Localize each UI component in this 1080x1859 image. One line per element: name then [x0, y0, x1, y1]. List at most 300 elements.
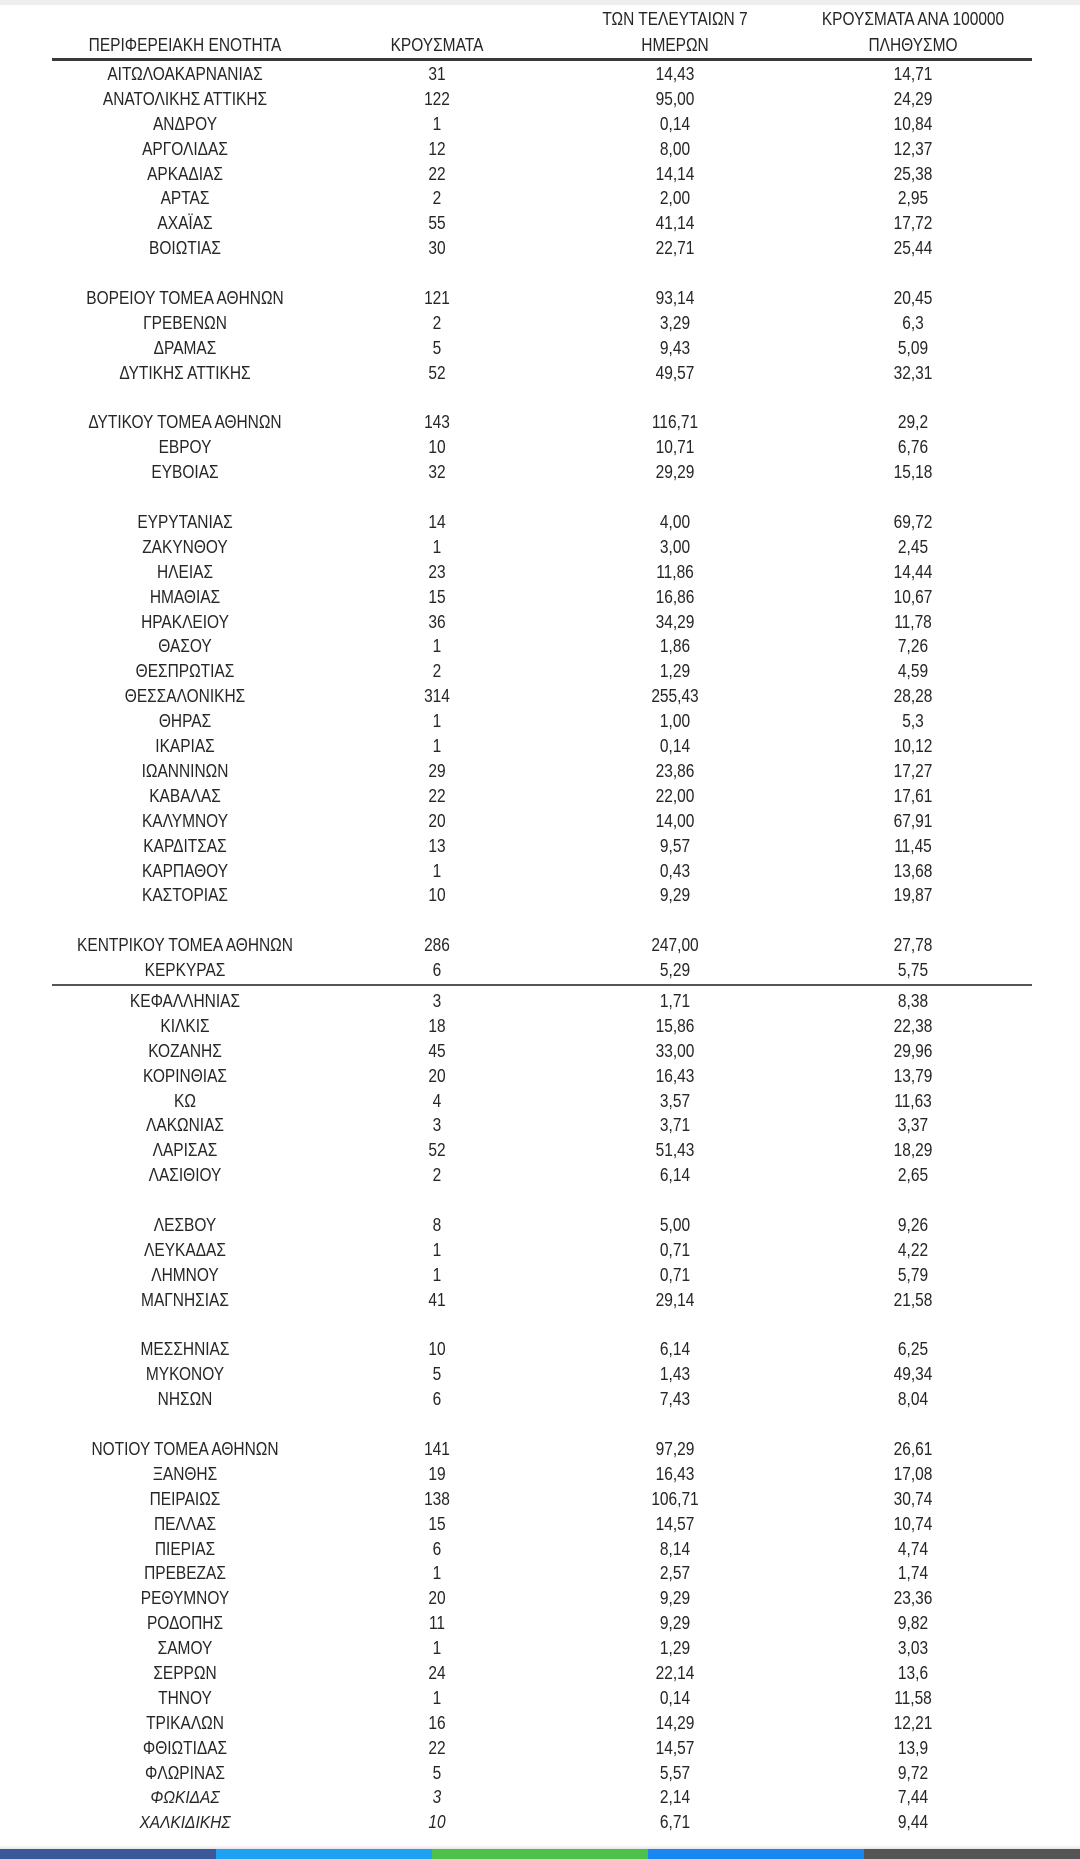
cases-per-100k: 11,78 — [894, 611, 932, 632]
cases-per-100k: 5,09 — [897, 337, 929, 358]
table-row — [0, 958, 1080, 983]
cases-per-100k: 15,18 — [893, 462, 933, 483]
table-row — [0, 883, 1080, 908]
cases-count: 15 — [428, 586, 446, 607]
avg-7-days: 0,14 — [659, 1687, 691, 1708]
cases-per-100k: 5,75 — [897, 960, 929, 981]
cases-count: 5 — [432, 1364, 442, 1385]
header-region: ΠΕΡΙΦΕΡΕΙΑΚΗ ΕΝΟΤΗΤΑ — [88, 35, 282, 55]
region-name: ΚΑΒΑΛΑΣ — [149, 785, 221, 806]
table-row — [0, 1810, 1080, 1835]
table-row — [0, 989, 1080, 1014]
cases-per-100k: 30,74 — [893, 1488, 933, 1509]
cases-count: 15 — [428, 1513, 446, 1534]
cases-count: 1 — [432, 1264, 442, 1285]
table-row — [0, 1064, 1080, 1089]
avg-7-days: 9,29 — [659, 1613, 691, 1634]
cases-per-100k: 69,72 — [893, 512, 933, 533]
whatsapp-share-button[interactable] — [432, 1849, 648, 1859]
cases-per-100k: 10,84 — [893, 113, 933, 134]
table-row — [0, 684, 1080, 709]
cases-per-100k: 29,96 — [893, 1040, 933, 1061]
avg-7-days: 4,00 — [659, 512, 691, 533]
avg-7-days: 14,00 — [655, 810, 695, 831]
region-name: ΚΕΦΑΛΛΗΝΙΑΣ — [129, 990, 241, 1011]
table-row — [0, 1387, 1080, 1412]
avg-7-days: 255,43 — [651, 686, 699, 707]
cases-count: 1 — [432, 113, 442, 134]
avg-7-days: 2,14 — [659, 1787, 691, 1808]
region-name: ΗΛΕΙΑΣ — [156, 561, 214, 582]
cases-count: 8 — [432, 1214, 442, 1235]
region-name: ΔΡΑΜΑΣ — [153, 337, 217, 358]
table-row — [0, 834, 1080, 859]
cases-per-100k: 17,72 — [893, 213, 933, 234]
table-row — [0, 1512, 1080, 1537]
table-row — [0, 336, 1080, 361]
spacer-row — [0, 261, 1080, 286]
region-name: ΠΙΕΡΙΑΣ — [154, 1538, 216, 1559]
table-row — [0, 1586, 1080, 1611]
region-name: ΚΑΣΤΟΡΙΑΣ — [142, 885, 228, 906]
avg-7-days: 1,29 — [659, 661, 691, 682]
cases-table-body — [0, 62, 1080, 1835]
avg-7-days: 3,71 — [659, 1115, 691, 1136]
cases-per-100k: 13,68 — [893, 860, 933, 881]
table-row — [0, 1537, 1080, 1562]
avg-7-days: 14,43 — [655, 64, 695, 84]
cases-count: 5 — [432, 1762, 442, 1783]
cases-count: 30 — [428, 238, 446, 259]
region-name: ΕΒΡΟΥ — [158, 437, 212, 458]
cases-count: 2 — [432, 1165, 442, 1186]
avg-7-days: 6,14 — [659, 1339, 691, 1360]
avg-7-days: 5,29 — [659, 960, 691, 981]
spacer-row — [0, 386, 1080, 411]
cases-per-100k: 24,29 — [893, 88, 933, 109]
cases-per-100k: 14,71 — [893, 64, 933, 84]
cases-count: 19 — [428, 1463, 446, 1484]
avg-7-days: 10,71 — [655, 437, 695, 458]
table-row — [0, 933, 1080, 958]
avg-7-days: 23,86 — [655, 760, 695, 781]
avg-7-days: 5,57 — [659, 1762, 691, 1783]
table-row — [0, 1014, 1080, 1039]
avg-7-days: 8,00 — [659, 138, 691, 159]
region-name: ΛΕΥΚΑΔΑΣ — [144, 1239, 226, 1260]
avg-7-days: 0,14 — [659, 113, 691, 134]
cases-count: 52 — [428, 1140, 446, 1161]
cases-per-100k: 22,38 — [893, 1015, 933, 1036]
table-row — [0, 1711, 1080, 1736]
avg-7-days: 247,00 — [651, 935, 699, 956]
cases-count: 1 — [432, 636, 442, 657]
cases-count: 286 — [424, 935, 450, 956]
cases-count: 20 — [428, 810, 446, 831]
avg-7-days: 6,71 — [659, 1812, 691, 1833]
table-row — [0, 659, 1080, 684]
region-name: ΑΝΔΡΟΥ — [152, 113, 218, 134]
region-name: ΜΑΓΝΗΣΙΑΣ — [141, 1289, 229, 1310]
region-name: ΙΚΑΡΙΑΣ — [155, 736, 215, 757]
cases-count: 52 — [428, 362, 446, 383]
region-name: ΡΟΔΟΠΗΣ — [146, 1613, 224, 1634]
cases-per-100k: 18,29 — [893, 1140, 933, 1161]
region-name: ΑΝΑΤΟΛΙΚΗΣ ΑΤΤΙΚΗΣ — [102, 88, 268, 109]
cases-count: 1 — [432, 1638, 442, 1659]
region-name: ΘΕΣΠΡΩΤΙΑΣ — [135, 661, 235, 682]
cases-count: 16 — [428, 1712, 446, 1733]
avg-7-days: 7,43 — [659, 1389, 691, 1410]
avg-7-days: 33,00 — [655, 1040, 695, 1061]
table-row — [0, 1785, 1080, 1810]
table-row — [0, 286, 1080, 311]
cases-count: 18 — [428, 1015, 446, 1036]
cases-count: 55 — [428, 213, 446, 234]
cases-per-100k: 8,38 — [897, 990, 929, 1011]
section-divider — [52, 984, 1032, 986]
cases-per-100k: 49,34 — [893, 1364, 933, 1385]
cases-per-100k: 9,44 — [897, 1812, 929, 1833]
table-row — [0, 1736, 1080, 1761]
cases-per-100k: 32,31 — [893, 362, 933, 383]
table-row — [0, 236, 1080, 261]
region-name: ΒΟΙΩΤΙΑΣ — [149, 238, 221, 259]
cases-per-100k: 11,45 — [894, 835, 932, 856]
avg-7-days: 0,14 — [659, 736, 691, 757]
cases-count: 10 — [428, 1339, 446, 1360]
table-row — [0, 1288, 1080, 1313]
table-row — [0, 759, 1080, 784]
region-name: ΒΟΡΕΙΟΥ ΤΟΜΕΑ ΑΘΗΝΩΝ — [86, 288, 284, 309]
avg-7-days: 97,29 — [655, 1438, 695, 1459]
avg-7-days: 41,14 — [655, 213, 695, 234]
region-name: ΦΘΙΩΤΙΔΑΣ — [142, 1737, 228, 1758]
cases-count: 45 — [428, 1040, 446, 1061]
cases-count: 20 — [428, 1588, 446, 1609]
cases-per-100k: 9,72 — [897, 1762, 929, 1783]
cases-count: 12 — [428, 138, 446, 159]
avg-7-days: 9,29 — [659, 1588, 691, 1609]
cases-per-100k: 9,82 — [897, 1613, 929, 1634]
twitter-share-button[interactable] — [216, 1849, 432, 1859]
avg-7-days: 49,57 — [655, 362, 695, 383]
avg-7-days: 0,43 — [659, 860, 691, 881]
cases-count: 22 — [428, 785, 446, 806]
cases-per-100k: 2,95 — [897, 188, 929, 209]
avg-7-days: 93,14 — [655, 288, 695, 309]
cases-per-100k: 5,79 — [897, 1264, 929, 1285]
facebook-share-button[interactable] — [0, 1849, 216, 1859]
cases-per-100k: 8,04 — [897, 1389, 929, 1410]
region-name: ΡΕΘΥΜΝΟΥ — [140, 1588, 230, 1609]
cases-per-100k: 28,28 — [893, 686, 933, 707]
avg-7-days: 1,29 — [659, 1638, 691, 1659]
cases-count: 1 — [432, 860, 442, 881]
region-name: ΑΡΓΟΛΙΔΑΣ — [142, 138, 228, 159]
table-row — [0, 211, 1080, 236]
cases-per-100k: 11,63 — [894, 1090, 932, 1111]
header-avg7-line1: ΤΩΝ ΤΕΛΕΥΤΑΙΩΝ 7 — [602, 9, 748, 29]
region-name: ΛΑΡΙΣΑΣ — [152, 1140, 218, 1161]
cases-per-100k: 13,9 — [897, 1737, 929, 1758]
cases-per-100k: 14,44 — [893, 561, 933, 582]
table-row — [0, 410, 1080, 435]
avg-7-days: 3,29 — [659, 312, 691, 333]
cases-count: 22 — [428, 1737, 446, 1758]
cases-count: 41 — [428, 1289, 446, 1310]
cases-per-100k: 6,76 — [897, 437, 929, 458]
region-name: ΣΕΡΡΩΝ — [153, 1663, 217, 1683]
table-row — [0, 137, 1080, 162]
cases-count: 5 — [432, 337, 442, 358]
cases-count: 6 — [432, 960, 442, 981]
avg-7-days: 95,00 — [655, 88, 695, 109]
region-name: ΑΡΚΑΔΙΑΣ — [147, 163, 223, 184]
cases-count: 36 — [428, 611, 446, 632]
avg-7-days: 6,14 — [659, 1165, 691, 1186]
avg-7-days: 16,86 — [655, 586, 695, 607]
table-row — [0, 1138, 1080, 1163]
region-name: ΛΑΚΩΝΙΑΣ — [146, 1115, 224, 1136]
region-name: ΚΕΝΤΡΙΚΟΥ ΤΟΜΕΑ ΑΘΗΝΩΝ — [77, 935, 293, 956]
table-row — [0, 112, 1080, 137]
table-row — [0, 809, 1080, 834]
cases-per-100k: 12,21 — [893, 1712, 933, 1733]
table-row — [0, 1611, 1080, 1636]
region-name: ΚΑΛΥΜΝΟΥ — [141, 810, 229, 831]
table-row — [0, 162, 1080, 187]
region-name: ΘΑΣΟΥ — [158, 636, 212, 657]
table-row — [0, 1238, 1080, 1263]
table-row — [0, 1761, 1080, 1786]
header-divider — [52, 58, 1032, 61]
cases-per-100k: 7,26 — [897, 636, 929, 657]
cases-per-100k: 26,61 — [893, 1438, 933, 1459]
region-name: ΜΕΣΣΗΝΙΑΣ — [140, 1339, 230, 1360]
cases-per-100k: 25,38 — [893, 163, 933, 184]
cases-count: 1 — [432, 1687, 442, 1708]
cases-count: 121 — [424, 288, 450, 309]
region-name: ΚΟΖΑΝΗΣ — [148, 1040, 222, 1061]
cases-count: 29 — [428, 760, 446, 781]
cases-count: 1 — [432, 1239, 442, 1260]
cases-count: 31 — [428, 64, 446, 84]
cases-per-100k: 2,45 — [897, 536, 929, 557]
cases-count: 2 — [432, 661, 442, 682]
cases-per-100k: 6,3 — [902, 312, 924, 333]
share-bar — [0, 1849, 1080, 1859]
cases-per-100k: 10,12 — [893, 736, 933, 757]
table-row — [0, 460, 1080, 485]
cases-count: 10 — [428, 1812, 446, 1833]
table-row — [0, 784, 1080, 809]
region-name: ΚΟΡΙΝΘΙΑΣ — [143, 1065, 227, 1086]
avg-7-days: 14,14 — [655, 163, 695, 184]
region-name: ΝΟΤΙΟΥ ΤΟΜΕΑ ΑΘΗΝΩΝ — [91, 1438, 279, 1459]
avg-7-days: 16,43 — [655, 1065, 695, 1086]
region-name: ΞΑΝΘΗΣ — [152, 1463, 218, 1484]
avg-7-days: 34,29 — [655, 611, 695, 632]
cases-per-100k: 25,44 — [893, 238, 933, 259]
region-name: ΠΕΙΡΑΙΩΣ — [149, 1488, 221, 1509]
cases-per-100k: 7,44 — [897, 1787, 929, 1808]
avg-7-days: 3,00 — [659, 536, 691, 557]
table-row — [0, 734, 1080, 759]
region-name: ΚΑΡΔΙΤΣΑΣ — [143, 835, 227, 856]
table-row — [0, 510, 1080, 535]
cases-per-100k: 2,65 — [897, 1165, 929, 1186]
spacer-row — [0, 1188, 1080, 1213]
region-name: ΛΕΣΒΟΥ — [153, 1214, 217, 1235]
avg-7-days: 0,71 — [659, 1264, 691, 1285]
region-name: ΚΑΡΠΑΘΟΥ — [141, 860, 229, 881]
avg-7-days: 15,86 — [655, 1015, 695, 1036]
region-name: ΜΥΚΟΝΟΥ — [145, 1364, 225, 1385]
messenger-share-button[interactable] — [648, 1849, 864, 1859]
avg-7-days: 14,57 — [655, 1513, 695, 1534]
table-row — [0, 1362, 1080, 1387]
avg-7-days: 14,57 — [655, 1737, 695, 1758]
cases-count: 11 — [428, 1613, 446, 1634]
cases-per-100k: 19,87 — [893, 885, 933, 906]
cases-count: 14 — [428, 512, 446, 533]
region-name: ΖΑΚΥΝΘΟΥ — [142, 536, 228, 557]
avg-7-days: 2,57 — [659, 1563, 691, 1584]
spacer-row — [0, 485, 1080, 510]
cases-per-100k: 29,2 — [897, 412, 929, 433]
avg-7-days: 22,71 — [655, 238, 695, 259]
table-row — [0, 1089, 1080, 1114]
header-cases: ΚΡΟΥΣΜΑΤΑ — [390, 35, 484, 55]
table-row — [0, 87, 1080, 112]
table-row — [0, 1636, 1080, 1661]
table-row — [0, 1561, 1080, 1586]
region-name: ΠΕΛΛΑΣ — [153, 1513, 217, 1534]
cases-per-100k: 3,03 — [897, 1638, 929, 1659]
table-row — [0, 859, 1080, 884]
cases-per-100k: 6,25 — [897, 1339, 929, 1360]
avg-7-days: 1,86 — [659, 636, 691, 657]
region-name: ΦΛΩΡΙΝΑΣ — [145, 1762, 225, 1783]
region-name: ΤΗΝΟΥ — [158, 1687, 212, 1708]
table-row — [0, 535, 1080, 560]
avg-7-days: 22,00 — [655, 785, 695, 806]
cases-count: 141 — [424, 1438, 450, 1459]
region-name: ΚΙΛΚΙΣ — [160, 1015, 210, 1036]
region-name: ΑΧΑΪΑΣ — [157, 213, 213, 234]
header-per100k-line1: ΚΡΟΥΣΜΑΤΑ ΑΝΑ 100000 — [821, 9, 1005, 29]
table-row — [0, 186, 1080, 211]
cases-per-100k: 17,61 — [893, 785, 933, 806]
region-name: ΗΜΑΘΙΑΣ — [149, 586, 221, 607]
spacer-row — [0, 1412, 1080, 1437]
table-row — [0, 1113, 1080, 1138]
table-row — [0, 1337, 1080, 1362]
cases-count: 3 — [432, 1787, 442, 1808]
cases-count: 4 — [432, 1090, 442, 1111]
avg-7-days: 116,71 — [651, 412, 699, 433]
avg-7-days: 29,29 — [655, 462, 695, 483]
region-name: ΛΑΣΙΘΙΟΥ — [148, 1165, 222, 1186]
cases-per-100k: 13,79 — [893, 1065, 933, 1086]
table-row — [0, 62, 1080, 87]
top-toolbar-strip — [0, 0, 1080, 5]
table-row — [0, 1163, 1080, 1188]
cases-per-100k: 12,37 — [893, 138, 933, 159]
region-name: ΕΥΡΥΤΑΝΙΑΣ — [137, 512, 233, 533]
cases-count: 10 — [428, 885, 446, 906]
cases-per-100k: 67,91 — [893, 810, 933, 831]
region-name: ΦΩΚΙΔΑΣ — [150, 1787, 220, 1808]
cases-per-100k: 1,74 — [897, 1563, 929, 1584]
cases-count: 1 — [432, 711, 442, 732]
spacer-row — [0, 908, 1080, 933]
header-avg7-line2: ΗΜΕΡΩΝ — [641, 35, 709, 55]
cases-per-100k: 17,08 — [893, 1463, 933, 1484]
cases-count: 138 — [424, 1488, 450, 1509]
table-row — [0, 1686, 1080, 1711]
region-name: ΙΩΑΝΝΙΝΩΝ — [141, 760, 229, 781]
cases-count: 143 — [424, 412, 450, 433]
table-row — [0, 585, 1080, 610]
cases-count: 2 — [432, 312, 442, 333]
avg-7-days: 29,14 — [655, 1289, 695, 1310]
table-row — [0, 709, 1080, 734]
avg-7-days: 16,43 — [655, 1463, 695, 1484]
avg-7-days: 5,00 — [659, 1214, 691, 1235]
region-name: ΧΑΛΚΙΔΙΚΗΣ — [139, 1812, 231, 1833]
more-share-share-button[interactable] — [864, 1849, 1080, 1859]
avg-7-days: 2,00 — [659, 188, 691, 209]
avg-7-days: 8,14 — [659, 1538, 691, 1559]
avg-7-days: 1,00 — [659, 711, 691, 732]
avg-7-days: 9,57 — [659, 835, 691, 856]
table-row — [0, 435, 1080, 460]
header-per100k-line2: ΠΛΗΘΥΣΜΟ — [868, 35, 958, 55]
cases-count: 6 — [432, 1538, 442, 1559]
avg-7-days: 1,43 — [659, 1364, 691, 1385]
avg-7-days: 106,71 — [651, 1488, 699, 1509]
table-row — [0, 1437, 1080, 1462]
cases-count: 3 — [432, 990, 442, 1011]
table-row — [0, 560, 1080, 585]
region-name: ΚΕΡΚΥΡΑΣ — [144, 960, 226, 981]
table-row — [0, 361, 1080, 386]
region-name: ΑΡΤΑΣ — [160, 188, 210, 209]
cases-per-100k: 5,3 — [902, 711, 924, 732]
cases-per-100k: 23,36 — [893, 1588, 933, 1609]
spacer-row — [0, 1313, 1080, 1338]
avg-7-days: 9,29 — [659, 885, 691, 906]
cases-per-100k: 3,37 — [897, 1115, 929, 1136]
cases-per-100k: 10,67 — [893, 586, 933, 607]
table-row — [0, 1263, 1080, 1288]
region-name: ΣΑΜΟΥ — [157, 1638, 213, 1659]
cases-count: 1 — [432, 536, 442, 557]
avg-7-days: 3,57 — [659, 1090, 691, 1111]
cases-count: 3 — [432, 1115, 442, 1136]
table-row — [0, 1039, 1080, 1064]
cases-per-100k: 4,59 — [897, 661, 929, 682]
avg-7-days: 1,71 — [659, 990, 691, 1011]
cases-per-100k: 20,45 — [893, 288, 933, 309]
region-name: ΚΩ — [174, 1090, 196, 1111]
region-name: ΕΥΒΟΙΑΣ — [151, 462, 219, 483]
table-row — [0, 311, 1080, 336]
cases-count: 22 — [428, 163, 446, 184]
region-name: ΔΥΤΙΚΗΣ ΑΤΤΙΚΗΣ — [119, 362, 251, 383]
